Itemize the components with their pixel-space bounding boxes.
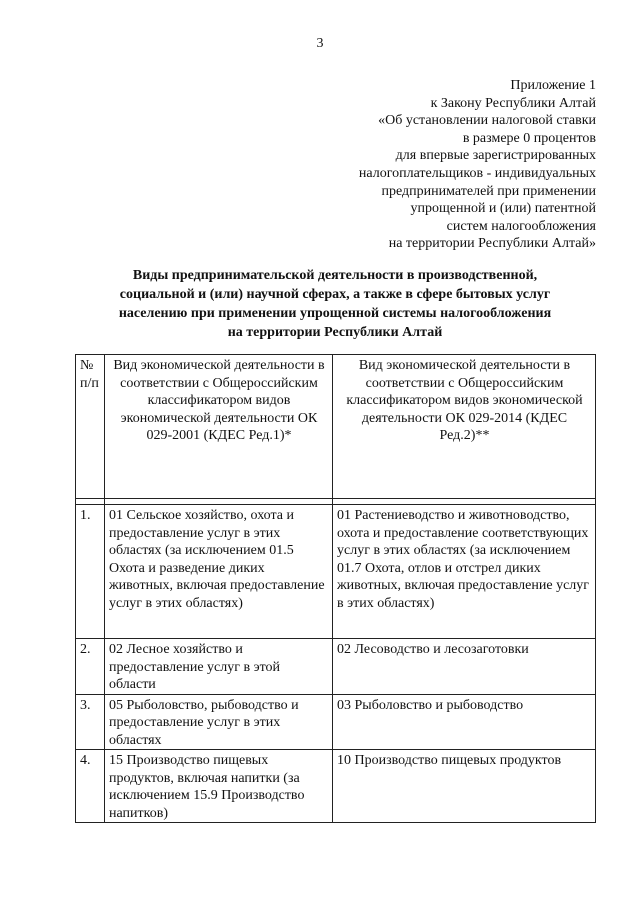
- okved-2014-cell: 02 Лесоводство и лесозаготовки: [333, 639, 596, 695]
- title-line: социальной и (или) научной сферах, а также в сфере бытовых услуг: [119, 287, 551, 302]
- appendix-line: предпринимателей при применении: [381, 183, 596, 199]
- appendix-line: в размере 0 процентов: [462, 130, 596, 146]
- appendix-line: для впервые зарегистрированных: [395, 148, 596, 164]
- row-number: 3.: [76, 694, 105, 750]
- table-row: [76, 750, 596, 823]
- title-line: на территории Республики Алтай: [227, 325, 443, 340]
- appendix-line: систем налогообложения: [446, 218, 596, 234]
- table-row: [76, 694, 596, 750]
- row-number: 4.: [76, 750, 105, 823]
- title-line: Виды предпринимательской деятельности в производственной,: [132, 268, 538, 283]
- header-number: № п/п: [76, 355, 105, 499]
- appendix-line: Приложение 1: [510, 78, 596, 93]
- header-okved-2001: Вид экономической деятельности в соответствии с Общероссийским классификатором видов экономической деятельности ОК 029-2001 (КДЕС Ред.1)*: [105, 355, 333, 499]
- okved-2001-cell: 15 Производство пищевых продуктов, включая напитки (за исключением 15.9 Производство напитков): [105, 750, 333, 823]
- okved-2014-cell: 01 Растениеводство и животноводство, охота и предоставление соответствующих услуг в этих областях (за исключением 01.7 Охота, отлов и отстрел диких животных, включая предоставление услуг в этих областях): [333, 505, 596, 639]
- activity-types-table: [75, 354, 596, 823]
- title-line: населению при применении упрощенной системы налогообложения: [118, 306, 552, 321]
- okved-2001-cell: 02 Лесное хозяйство и предоставление услуг в этой области: [105, 639, 333, 695]
- appendix-line: «Об установлении налоговой ставки: [378, 113, 596, 129]
- appendix-line: на территории Республики Алтай»: [388, 236, 596, 252]
- table-row: [76, 505, 596, 639]
- appendix-line: налогоплательщиков - индивидуальных: [358, 165, 596, 181]
- okved-2014-cell: 03 Рыболовство и рыбоводство: [333, 694, 596, 750]
- table-row: [76, 639, 596, 695]
- header-okved-2014: Вид экономической деятельности в соответствии с Общероссийским классификатором видов экономической деятельности ОК 029-2014 (КДЕС Ред.2)**: [333, 355, 596, 499]
- appendix-line: к Закону Республики Алтай: [430, 95, 596, 111]
- okved-2001-cell: 01 Сельское хозяйство, охота и предоставление услуг в этих областях (за исключением 01.5 Охота и разведение диких животных, включая предоставление услуг в этих областях): [105, 505, 333, 639]
- okved-2001-cell: 05 Рыболовство, рыбоводство и предоставление услуг в этих областях: [105, 694, 333, 750]
- row-number: 1.: [76, 505, 105, 639]
- appendix-line: упрощенной и (или) патентной: [410, 201, 596, 217]
- table-header-row: [76, 355, 596, 499]
- okved-2014-cell: 10 Производство пищевых продуктов: [333, 750, 596, 823]
- row-number: 2.: [76, 639, 105, 695]
- page-number: 3: [316, 36, 324, 51]
- document-title: [60, 266, 610, 342]
- appendix-reference: [266, 77, 596, 253]
